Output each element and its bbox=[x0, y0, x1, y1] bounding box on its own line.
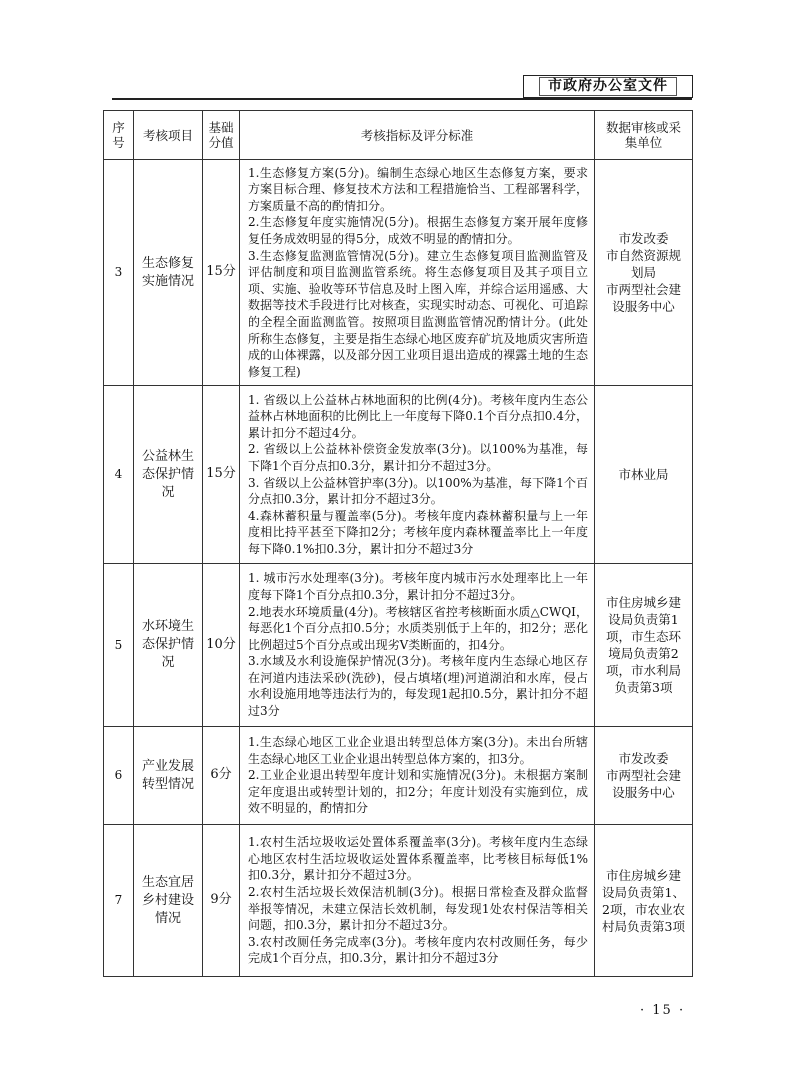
criteria-line: 3.农村改厕任务完成率(3分)。考核年度内农村改厕任务，每少完成1个百分点，扣0.3分，累计扣分不超过3分 bbox=[248, 934, 588, 966]
row-unit: 市发改委 市两型社会建设服务中心 bbox=[595, 727, 693, 825]
row-base-score: 10分 bbox=[203, 564, 240, 727]
row-number: 4 bbox=[104, 386, 134, 564]
table-row bbox=[104, 727, 693, 825]
criteria-line: 2.工业企业退出转型年度计划和实施情况(3分)。未根据方案制定年度退出或转型计划的，扣2分；年度计划没有实施到位，成效不明显的，酌情扣分 bbox=[248, 768, 588, 816]
header-base: 基础分值 bbox=[203, 111, 240, 160]
criteria-line: 2. 省级以上公益林补偿资金发放率(3分)。以100%为基准，每下降1个百分点扣0.3分，累计扣分不超过3分。 bbox=[248, 442, 588, 473]
criteria-line: 1.生态修复方案(5分)。编制生态绿心地区生态修复方案，要求方案目标合理、修复技术方法和工程措施恰当、工程部署科学，方案质量不高的酌情扣分。 bbox=[248, 165, 588, 213]
row-number: 7 bbox=[104, 825, 134, 977]
row-criteria bbox=[240, 386, 595, 564]
table-row bbox=[104, 386, 693, 564]
criteria-line: 1.生态绿心地区工业企业退出转型总体方案(3分)。未出台所辖生态绿心地区工业企业退出转型总体方案的，扣3分。 bbox=[248, 735, 588, 766]
header-rule bbox=[112, 98, 692, 100]
row-base-score: 9分 bbox=[203, 825, 240, 977]
table-header-row bbox=[104, 111, 693, 160]
criteria-line: 2.地表水环境质量(4分)。考核辖区省控考核断面水质△CWQI，每恶化1个百分点扣0.5分；水质类别低于上年的，扣2分；恶化比例超过5个百分点或出现劣Ⅴ类断面的，扣4分。 bbox=[248, 604, 588, 652]
row-unit: 市住房城乡建设局负责第1、2项，市农业农村局负责第3项 bbox=[595, 825, 693, 977]
page-number: · 15 · bbox=[640, 1003, 686, 1018]
row-base-score: 15分 bbox=[203, 160, 240, 386]
document-label-box bbox=[523, 75, 693, 98]
table-row bbox=[104, 564, 693, 727]
row-unit: 市林业局 bbox=[595, 386, 693, 564]
criteria-line: 3. 省级以上公益林管护率(3分)。以100%为基准，每下降1个百分点扣0.3分，累计扣分不超过3分。 bbox=[248, 475, 588, 507]
table-row bbox=[104, 160, 693, 386]
criteria-line: 2.农村生活垃圾长效保洁机制(3分)。根据日常检查及群众监督举报等情况，未建立保洁长效机制，每发现1处农村保洁等相关问题，扣0.3分，累计扣分不超过3分。 bbox=[248, 884, 588, 933]
header-unit: 数据审核或采集单位 bbox=[595, 111, 693, 160]
row-item: 公益林生态保护情况 bbox=[134, 386, 203, 564]
criteria-line: 1.农村生活垃圾收运处置体系覆盖率(3分)。考核年度内生态绿心地区农村生活垃圾收运处置体系覆盖率，比考核目标每低1%扣0.3分，累计扣分不超过3分。 bbox=[248, 835, 588, 883]
criteria-line: 3.水域及水利设施保护情况(3分)。考核年度内生态绿心地区存在河道内违法采砂(洗砂)，侵占填堵(埋)河道湖泊和水库，侵占水利设施用地等违法行为的，每发现1起扣0.5分，累计扣分不超过3分 bbox=[248, 654, 588, 719]
row-item: 生态宜居乡村建设情况 bbox=[134, 825, 203, 977]
row-base-score: 15分 bbox=[203, 386, 240, 564]
header-no: 序号 bbox=[104, 111, 134, 160]
row-criteria bbox=[240, 564, 595, 727]
row-criteria bbox=[240, 727, 595, 825]
table-row bbox=[104, 825, 693, 977]
row-unit: 市发改委 市自然资源规划局 市两型社会建设服务中心 bbox=[595, 160, 693, 386]
row-item: 水环境生态保护情况 bbox=[134, 564, 203, 727]
row-item: 生态修复实施情况 bbox=[134, 160, 203, 386]
row-item: 产业发展转型情况 bbox=[134, 727, 203, 825]
assessment-table bbox=[103, 110, 693, 977]
row-criteria bbox=[240, 825, 595, 977]
row-number: 5 bbox=[104, 564, 134, 727]
criteria-line: 1. 城市污水处理率(3分)。考核年度内城市污水处理率比上一年度每下降1个百分点扣0.3分，累计扣分不超过3分。 bbox=[248, 571, 588, 602]
header-criteria: 考核指标及评分标准 bbox=[240, 111, 595, 160]
criteria-line: 2.生态修复年度实施情况(5分)。根据生态修复方案开展年度修复任务成效明显的得5分，成效不明显的酌情扣分。 bbox=[248, 215, 588, 247]
criteria-line: 3.生态修复监测监管情况(5分)。建立生态修复项目监测监管及评估制度和项目监测监管系统。将生态修复项目及其子项目立项、实施、验收等环节信息及时上图入库，并综合运用遥感、大数据等技术手段进行比对核查，实现实时动态、可视化、可追踪的全程全面监测监管。按照项目监测监管情况酌情计分。(此处所称生态修复，主要是指生态绿心地区废弃矿坑及地质灾害所造成的山体裸露，以及部分因工业项目退出造成的裸露土地的生态修复工程) bbox=[248, 248, 588, 379]
document-label: 市政府办公室文件 bbox=[539, 77, 677, 96]
row-number: 3 bbox=[104, 160, 134, 386]
row-number: 6 bbox=[104, 727, 134, 825]
criteria-line: 1. 省级以上公益林占林地面积的比例(4分)。考核年度内生态公益林占林地面积的比例比上一年度每下降0.1个百分点扣0.4分，累计扣分不超过4分。 bbox=[248, 392, 588, 440]
row-criteria bbox=[240, 160, 595, 386]
header-item: 考核项目 bbox=[134, 111, 203, 160]
row-base-score: 6分 bbox=[203, 727, 240, 825]
criteria-line: 4.森林蓄积量与覆盖率(5分)。考核年度内森林蓄积量与上一年度相比持平甚至下降扣2分；考核年度内森林覆盖率比上一年度每下降0.1%扣0.3分，累计扣分不超过3分 bbox=[248, 508, 588, 556]
row-unit: 市住房城乡建设局负责第1项，市生态环境局负责第2项，市水利局负责第3项 bbox=[595, 564, 693, 727]
